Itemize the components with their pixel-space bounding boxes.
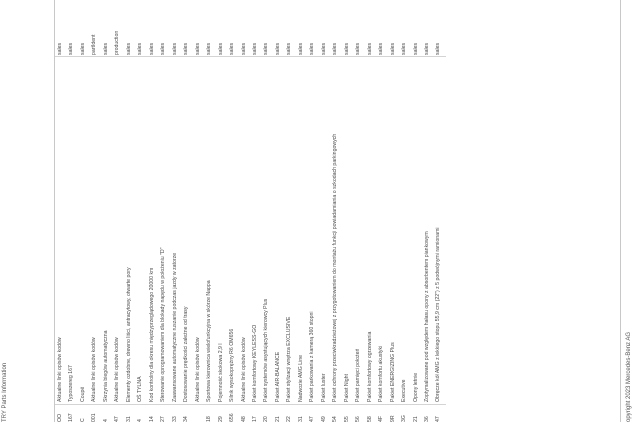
- option-description: Kod kontrolny dla okresu międzyprzeglądowego 20000 km: [148, 267, 155, 402]
- option-description: Nadwozie AMG Line: [297, 355, 304, 402]
- table-row: [319, 0, 330, 422]
- option-code: 47: [114, 416, 121, 422]
- table-row: [89, 0, 100, 422]
- table-row: [307, 0, 318, 422]
- option-code: 20: [263, 416, 270, 422]
- option-description: Pakiet AIR-BALANCE: [274, 351, 281, 402]
- table-row: [66, 0, 77, 422]
- option-category: sales: [68, 42, 75, 55]
- table-row: [365, 0, 376, 422]
- option-category: sales: [251, 42, 258, 55]
- table-row: [284, 0, 295, 422]
- option-category: sales: [183, 42, 190, 55]
- table-row: [239, 0, 250, 422]
- option-category: sales: [171, 42, 178, 55]
- option-code: 21: [412, 416, 419, 422]
- table-row: [411, 0, 422, 422]
- option-code: OO: [57, 413, 63, 422]
- table-row: [181, 0, 192, 422]
- option-category: partIdent: [91, 34, 98, 55]
- parts-table: [55, 0, 445, 422]
- table-row: [330, 0, 341, 422]
- option-description: Pakiet Night: [343, 374, 350, 402]
- table-row: [433, 0, 444, 422]
- option-description: Skrzynia biegów automatyczna: [102, 330, 109, 402]
- option-description: Pakiet komfortowy ogrzewania: [366, 331, 373, 402]
- option-code: 18: [206, 416, 213, 422]
- option-category: sales: [102, 42, 109, 55]
- option-description: Elementy ozdobne, drewno liści, antracytowy, otwarte pory: [125, 267, 132, 402]
- option-category: sales: [148, 42, 155, 55]
- option-category: sales: [160, 42, 167, 55]
- option-code: 27: [160, 416, 167, 422]
- table-row: [147, 0, 158, 422]
- table-row: [78, 0, 89, 422]
- option-code: 33: [171, 416, 178, 422]
- option-description: Pakiet komfortowy KEYLESS-GO: [251, 324, 258, 402]
- option-category: sales: [194, 42, 201, 55]
- table-row: [227, 0, 238, 422]
- table-row: [399, 0, 410, 422]
- option-description: Aktualne linki opisów kodów: [114, 337, 121, 402]
- table-row: [296, 0, 307, 422]
- option-description: Aktualne linki opisów kodów: [57, 337, 63, 402]
- table-row: [55, 0, 66, 422]
- option-description: Aktualne linki opisów kodów: [91, 337, 98, 402]
- option-code: 48: [240, 416, 247, 422]
- option-description: Sportowa kierownica wielofunkcyjna w skórze Nappa: [206, 280, 213, 402]
- option-category: sales: [389, 42, 396, 55]
- option-code: 49: [320, 416, 327, 422]
- copyright: opyright 2023 Mercedes-Benz AG: [626, 331, 632, 422]
- option-description: Obręcze kół AMG z lekkiego stopu 55,9 cm (22") z 5 podwójnymi ramionami: [435, 227, 442, 402]
- option-code: 54: [332, 416, 339, 422]
- table-row: [124, 0, 135, 422]
- option-category: sales: [309, 42, 316, 55]
- option-code: 22: [286, 416, 293, 422]
- option-code: 656: [229, 413, 236, 422]
- option-description: Pakiet komfortu akustyki: [378, 345, 385, 402]
- option-category: sales: [297, 42, 304, 55]
- option-category: sales: [343, 42, 350, 55]
- option-description: Pakiet ochrony przeciwkradzieżowej z przygotowaniem do montażu funkcji powiadamiania o szkodach parkingowych: [332, 133, 339, 402]
- table-row: [353, 0, 364, 422]
- option-code: 167: [68, 413, 75, 422]
- option-category: sales: [263, 42, 270, 55]
- option-code: 34: [183, 416, 190, 422]
- option-description: Opony letnie: [412, 372, 419, 402]
- option-category: sales: [137, 42, 144, 55]
- option-description: Coupé: [79, 386, 86, 402]
- option-code: 4F: [378, 415, 385, 422]
- option-code: 14: [148, 416, 155, 422]
- option-code: 31: [297, 416, 304, 422]
- option-code: 9R: [389, 415, 396, 422]
- option-description: Dostosowanie prędkości zależne od trasy: [183, 306, 190, 402]
- option-category: sales: [229, 42, 236, 55]
- table-row: [261, 0, 272, 422]
- option-code: 36: [424, 416, 430, 422]
- option-code: 56: [355, 416, 362, 422]
- table-row: [250, 0, 261, 422]
- table-row: [135, 0, 146, 422]
- table-row: [342, 0, 353, 422]
- option-category: sales: [424, 42, 430, 55]
- option-code: 29: [217, 416, 224, 422]
- option-description: Executive: [401, 379, 408, 402]
- option-description: Sterowanie oprogramowaniem dla blokady napędu w położeniu "D": [160, 247, 167, 402]
- option-code: 001: [91, 413, 98, 422]
- option-description: Silnik wysokoprężny R6 OM656: [229, 328, 236, 402]
- table-row: [273, 0, 284, 422]
- option-category: production: [114, 30, 121, 55]
- page-title: TRY Parts Information: [2, 362, 8, 422]
- option-category: sales: [274, 42, 281, 55]
- table-row: [170, 0, 181, 422]
- table-row: [101, 0, 112, 422]
- option-category: sales: [320, 42, 327, 55]
- option-category: sales: [355, 42, 362, 55]
- option-description: Pakiet parkowania z kamerą 360 stopni: [309, 311, 316, 402]
- option-code: 47: [309, 416, 316, 422]
- table-row: [216, 0, 227, 422]
- table-row: [158, 0, 169, 422]
- option-code: 55: [343, 416, 350, 422]
- table-row: [112, 0, 123, 422]
- table-row: [376, 0, 387, 422]
- option-description: Pakiet systemów asystujących kierowcy Plus: [263, 298, 270, 402]
- option-description: Aktualne linki opisów kodów: [240, 337, 247, 402]
- option-category: sales: [206, 42, 213, 55]
- option-category: sales: [412, 42, 419, 55]
- option-code: 3G: [401, 415, 408, 422]
- option-code: C: [79, 418, 86, 422]
- option-category: sales: [366, 42, 373, 55]
- option-description: Zaawansowane automatyczne ruszanie podczas jazdy w zatorze: [171, 252, 178, 402]
- option-code: 21: [274, 416, 281, 422]
- option-description: Pakiet luster: [320, 373, 327, 402]
- option-description: OŚ TYLNA: [137, 376, 144, 402]
- option-description: Pakiet pamięci położeń: [355, 348, 362, 402]
- option-description: Pakiet ENERGIZING Plus: [389, 342, 396, 402]
- option-code: 4: [137, 419, 144, 422]
- option-category: sales: [217, 42, 224, 55]
- option-category: sales: [57, 42, 63, 55]
- option-code: 17: [251, 416, 258, 422]
- option-category: sales: [401, 42, 408, 55]
- option-category: sales: [378, 42, 385, 55]
- option-category: sales: [125, 42, 132, 55]
- option-code: 58: [366, 416, 373, 422]
- table-row: [422, 0, 433, 422]
- option-category: sales: [332, 42, 339, 55]
- option-code: 47: [435, 416, 442, 422]
- table-row: [204, 0, 215, 422]
- option-description: Typoszereg 167: [68, 365, 75, 402]
- option-description: Zoptymalizowane pod względem hałasu opony z absorbentem piankowym: [424, 231, 430, 402]
- table-bottom-rule: [620, 0, 621, 422]
- option-category: sales: [435, 42, 442, 55]
- option-category: sales: [79, 42, 86, 55]
- option-code: 31: [125, 416, 132, 422]
- option-code: 4: [102, 419, 109, 422]
- option-category: sales: [286, 42, 293, 55]
- option-category: sales: [240, 42, 247, 55]
- option-description: Pojemność skokowa 2,9 l: [217, 343, 224, 402]
- table-row: [193, 0, 204, 422]
- table-row: [388, 0, 399, 422]
- option-description: Aktualne linki opisów kodów: [194, 337, 201, 402]
- option-description: Pakiet stylizacji wnętrza EXCLUSIVE: [286, 316, 293, 402]
